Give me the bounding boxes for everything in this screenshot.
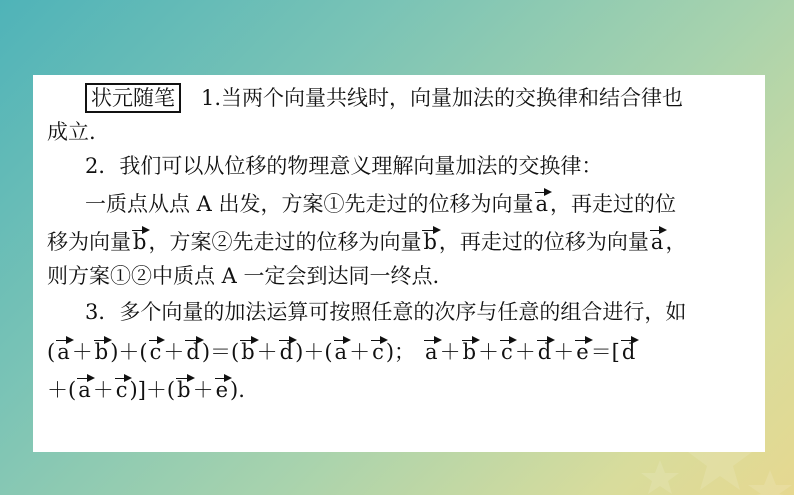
equals-sign: ＝	[210, 340, 232, 364]
p3-text: 一质点从点 A 出发，方案①先走过的位移为向量	[85, 192, 534, 216]
vector-b: b	[93, 335, 110, 369]
p3-text: ，	[665, 230, 687, 254]
vector-c: c	[114, 373, 130, 407]
paren: (	[68, 378, 77, 402]
vector-d: d	[278, 335, 295, 369]
vector-d: d	[536, 335, 553, 369]
plus-sign: ＋	[303, 340, 325, 364]
vector-a: a	[333, 335, 350, 369]
p3-text: 移为向量	[47, 230, 131, 254]
plus-sign: ＋	[553, 340, 575, 364]
vector-b: b	[421, 225, 438, 259]
p4-line3-formula	[47, 373, 751, 407]
p3-line1	[47, 187, 751, 221]
plus-sign: ＋	[514, 340, 536, 364]
plus-sign: ＋	[478, 340, 500, 364]
semicolon: ；	[394, 340, 416, 364]
note-card	[33, 75, 765, 452]
p3-text: ，再走过的位	[550, 192, 677, 216]
p1-text-cont: 成立.	[47, 120, 96, 144]
p4-text: 3．多个向量的加法运算可按照任意的次序与任意的组合进行，如	[85, 300, 687, 324]
p3-line3	[47, 259, 751, 293]
bracket: [	[611, 340, 620, 364]
plus-sign: ＋	[439, 340, 461, 364]
vector-e: e	[574, 335, 590, 369]
paren: )	[129, 378, 138, 402]
vector-b: b	[239, 335, 256, 369]
period: .	[238, 378, 245, 402]
equals-sign: ＝	[590, 340, 612, 364]
plus-sign: ＋	[145, 378, 167, 402]
plus-sign: ＋	[163, 340, 185, 364]
p4-line1	[47, 295, 751, 329]
plus-sign: ＋	[349, 340, 371, 364]
plus-sign: ＋	[256, 340, 278, 364]
plus-sign: ＋	[71, 340, 93, 364]
vector-d: d	[184, 335, 201, 369]
plus-sign: ＋	[118, 340, 140, 364]
vector-b: b	[131, 225, 148, 259]
paren: )	[230, 378, 239, 402]
p4-line2-formula	[47, 335, 751, 369]
vector-c: c	[370, 335, 386, 369]
p2-line	[47, 149, 751, 183]
p3-text: 则方案①②中质点 A 一定会到达同一终点.	[47, 264, 440, 288]
plus-sign: ＋	[92, 378, 114, 402]
paren: (	[139, 340, 148, 364]
star-shape	[748, 470, 792, 495]
paren: (	[231, 340, 240, 364]
vector-b: b	[175, 373, 192, 407]
paren: )	[385, 340, 395, 364]
plus-sign: ＋	[47, 378, 68, 402]
vector-e: e	[214, 373, 230, 407]
paren: )	[110, 340, 119, 364]
vector-d: d	[620, 335, 637, 369]
p3-line2	[47, 225, 751, 259]
vector-c: c	[499, 335, 515, 369]
p1-line1	[47, 81, 751, 115]
bracket: ]	[137, 378, 146, 402]
vector-c: c	[148, 335, 164, 369]
vector-a: a	[534, 187, 551, 221]
p3-text: ，方案②先走过的位移为向量	[148, 230, 422, 254]
paren: (	[166, 378, 176, 402]
p2-text: 2．我们可以从位移的物理意义理解向量加法的交换律：	[85, 154, 603, 178]
vector-a: a	[55, 335, 72, 369]
star-shape	[641, 460, 679, 494]
paren: )	[201, 340, 211, 364]
p1-text: 1.当两个向量共线时，向量加法的交换律和结合律也	[201, 86, 684, 110]
vector-a: a	[76, 373, 93, 407]
tag-box: 状元随笔	[85, 83, 181, 113]
p3-text: ，再走过的位移为向量	[438, 230, 649, 254]
vector-a: a	[649, 225, 666, 259]
paren: )	[295, 340, 304, 364]
vector-a: a	[423, 335, 440, 369]
vector-b: b	[461, 335, 478, 369]
p1-line2	[47, 115, 751, 149]
paren: (	[47, 340, 56, 364]
plus-sign: ＋	[192, 378, 214, 402]
paren: (	[324, 340, 333, 364]
